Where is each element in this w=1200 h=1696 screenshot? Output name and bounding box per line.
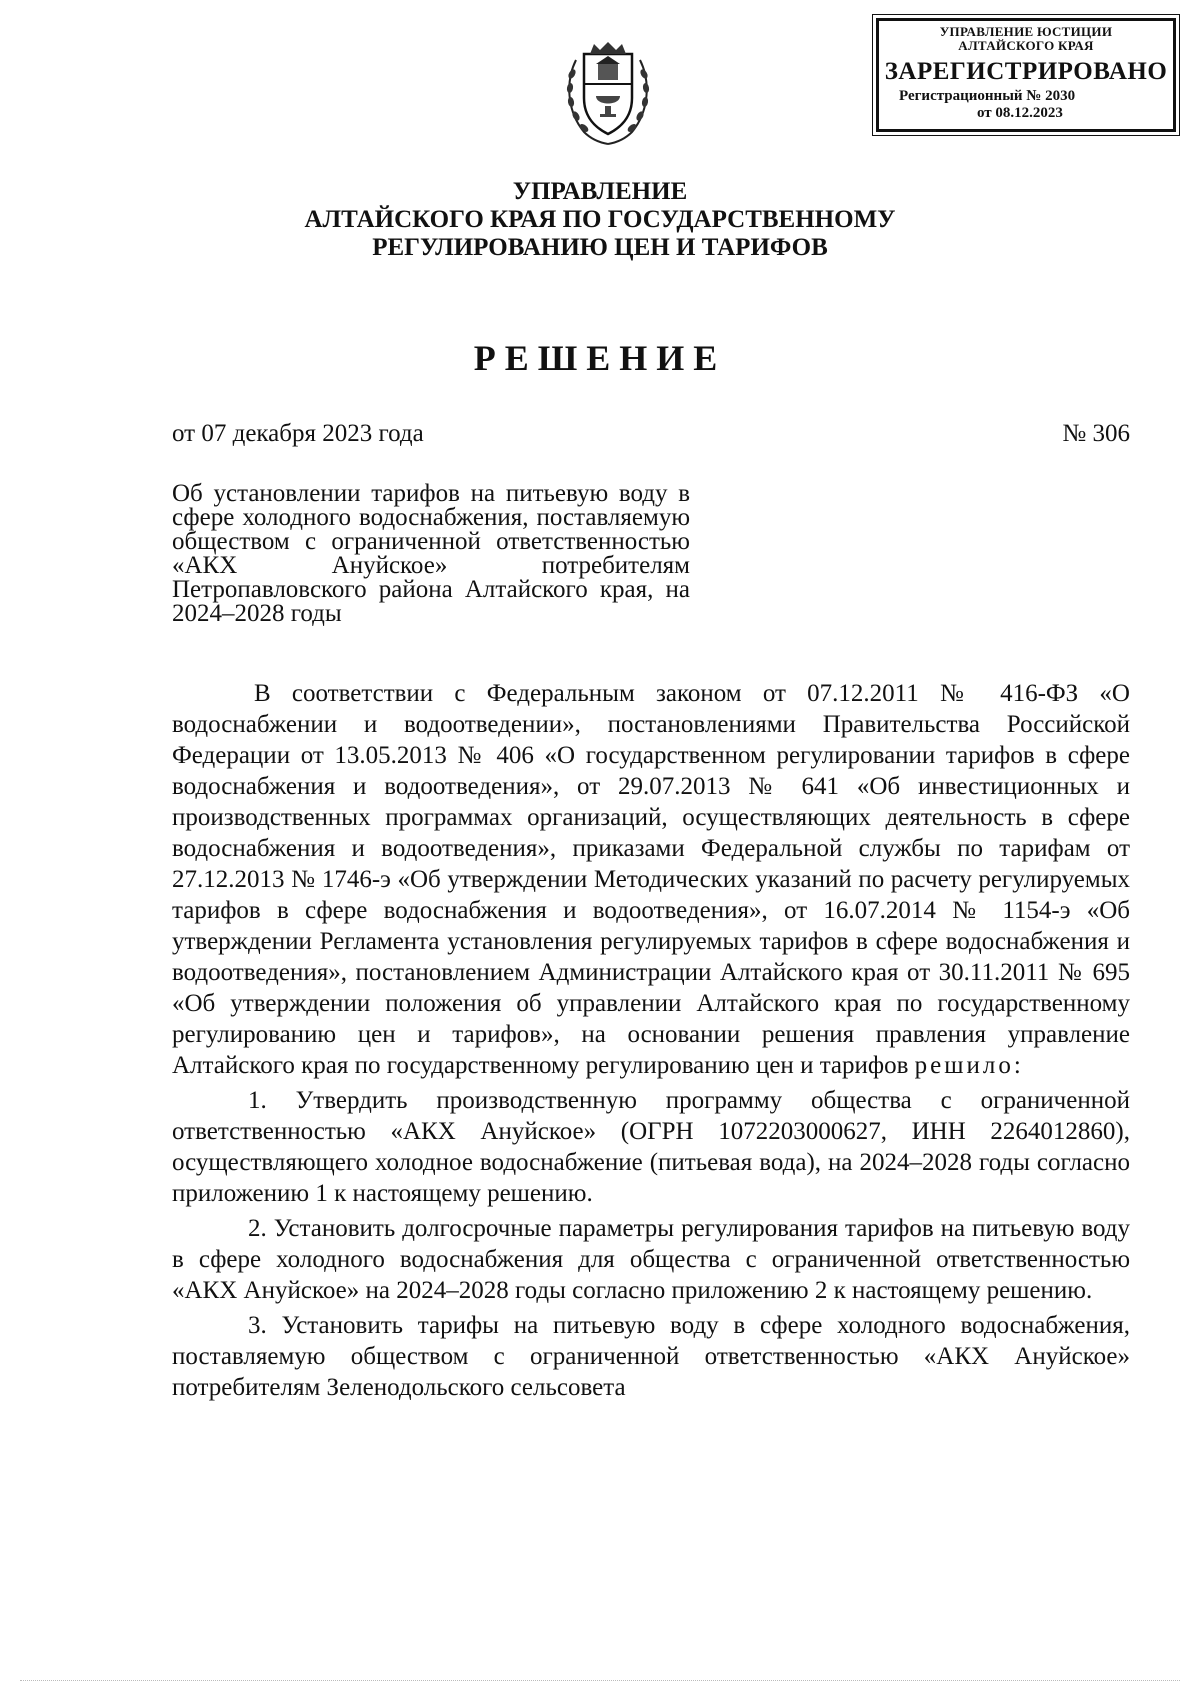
stamp-reg-date: от 08.12.2023 bbox=[977, 105, 1063, 121]
body-item-3: 3. Установить тарифы на питьевую воду в сфере холодного водоснабжения, поставляемую обществом с ограниченной ответственностью «АКХ Ануйское» потребителям Зеленодольского сельсовета bbox=[172, 1312, 1130, 1401]
document-subject: Об установлении тарифов на питьевую воду в сфере холодного водоснабжения, поставляемую обществом с ограниченной ответственностью «АКХ Ануйское» потребителям Петропавловского района Алтайского края, на 2024–2028 годы bbox=[172, 480, 690, 627]
org-line1: УПРАВЛЕНИЕ bbox=[512, 178, 688, 205]
registration-stamp bbox=[876, 18, 1176, 132]
body-item-1: 1. Утвердить производственную программу общества с ограниченной ответственностью «АКХ Ануйское» (ОГРН 1072203000627, ИНН 2264012860), осуществляющего холодное водоснабжение (питьевая вода), на 2024–2028 годы согласно приложению 1 к настоящему решению. bbox=[172, 1087, 1130, 1207]
document-date: от 07 декабря 2023 года bbox=[172, 420, 424, 447]
stamp-reg-number: Регистрационный № 2030 bbox=[899, 88, 1076, 104]
organization-header bbox=[0, 178, 1200, 262]
intro-text: В соответствии с Федеральным законом от 07.12.2011 № 416-ФЗ «О водоснабжении и водоотведении», постановлениями Правительства Российской Федерации от 13.05.2013 № 406 «О государственном регулировании тарифов в сфере водоснабжения и водоотведения», от 29.07.2013 № 641 «Об инвестиционных и производственных программах организаций, осуществляющих деятельность в сфере водоснабжения и водоотведения», приказами Федеральной службы по тарифам от 27.12.2013 № 1746-э «Об утверждении Методических указаний по расчету регулируемых тарифов в сфере водоснабжения и водоотведения», от 16.07.2014 № 1154-э «Об утверждении Регламента установления регулируемых тарифов в сфере водоснабжения и водоотведения», постановлением Администрации Алтайского края от 30.11.2011 № 695 «Об утверждении положения об управлении Алтайского края по государственному регулированию цен и тарифов», на основании решения правления управление Алтайского края по государственному регулированию цен и тарифов bbox=[172, 680, 1130, 1079]
page-bottom-edge bbox=[20, 1680, 1180, 1682]
org-line2: АЛТАЙСКОГО КРАЯ ПО ГОСУДАРСТВЕННОМУ bbox=[304, 206, 896, 233]
body-intro bbox=[172, 678, 1130, 1081]
coat-of-arms-icon bbox=[562, 40, 654, 146]
stamp-status: ЗАРЕГИСТРИРОВАНО bbox=[884, 58, 1168, 85]
document-body bbox=[172, 678, 1130, 1403]
decided-word: решило: bbox=[914, 1052, 1024, 1079]
document-type: РЕШЕНИЕ bbox=[473, 338, 727, 378]
document-number: № 306 bbox=[1062, 420, 1130, 447]
body-item-2: 2. Установить долгосрочные параметры регулирования тарифов на питьевую воду в сфере холодного водоснабжения для общества с ограниченной ответственностью «АКХ Ануйское» на 2024–2028 годы согласно приложению 2 к настоящему решению. bbox=[172, 1215, 1130, 1304]
org-line3: РЕГУЛИРОВАНИЮ ЦЕН И ТАРИФОВ bbox=[372, 234, 828, 261]
stamp-line2: АЛТАЙСКОГО КРАЯ bbox=[958, 38, 1094, 53]
stamp-line1: УПРАВЛЕНИЕ ЮСТИЦИИ bbox=[939, 24, 1113, 39]
